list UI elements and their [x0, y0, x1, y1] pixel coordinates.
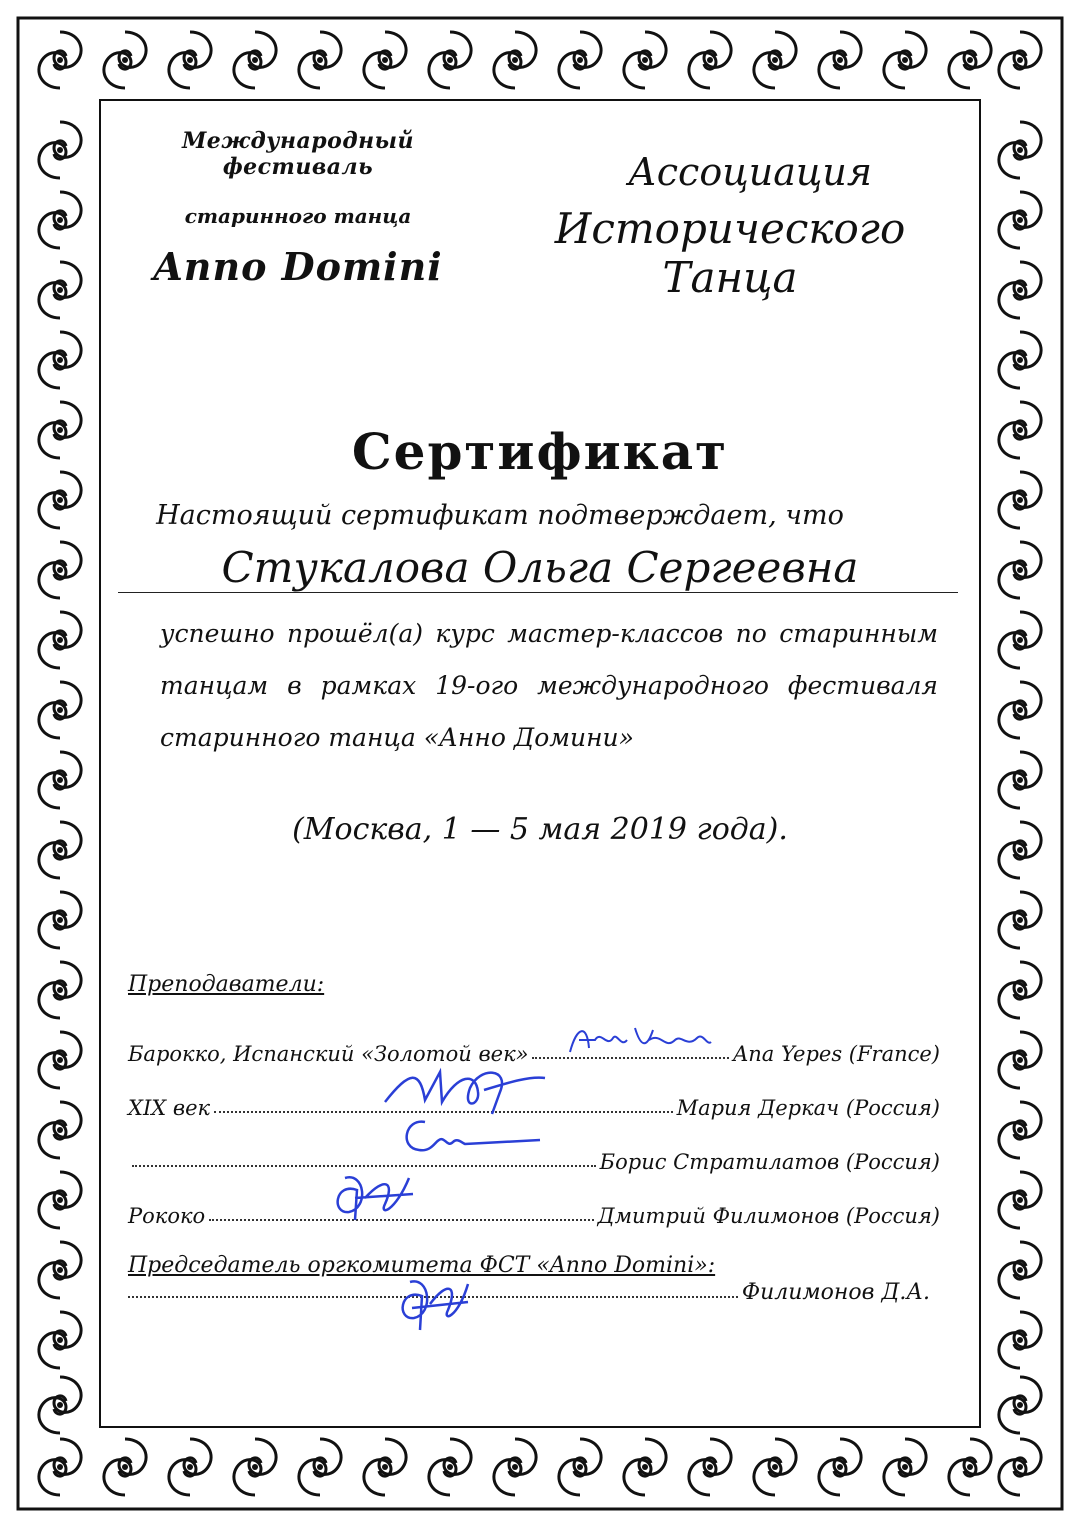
place-and-dates: (Москва, 1 — 5 мая 2019 года). — [292, 812, 788, 847]
recipient-name: Стукалова Ольга Сергеевна — [221, 543, 859, 592]
signature-boris-stratilatov — [395, 1112, 545, 1162]
teacher-style: Барокко, Испанский «Золотой век» — [128, 1042, 529, 1066]
teacher-style: Рококо — [128, 1204, 206, 1228]
chairman-name: Филимонов Д.А. — [741, 1280, 930, 1305]
chairman-row — [128, 1280, 930, 1305]
association-line-2: Исторического Танца — [554, 204, 906, 302]
certificate-body: успешно прошёл(а) курс мастер-классов по старинным танцам в рамках 19-ого международного фестиваля старинного танца «Анно Домини» — [160, 619, 938, 752]
teacher-name: Мария Деркач (Россия) — [676, 1096, 940, 1120]
festival-line-2: старинного танца — [184, 204, 412, 228]
festival-line-1: Международный фестиваль — [181, 128, 415, 180]
signature-chairman — [392, 1272, 472, 1336]
recipient-underline — [118, 592, 958, 593]
signature-dmitriy-filimonov — [325, 1168, 415, 1228]
teacher-name: Ana Yepes (France) — [733, 1042, 940, 1066]
teachers-header: Преподаватели: — [128, 972, 325, 997]
festival-line-3: Anno Domini — [153, 244, 443, 289]
festival-logo — [118, 128, 478, 289]
teacher-style: XIX век — [128, 1096, 211, 1120]
association-line-1: Ассоциация — [627, 150, 872, 194]
signature-ana-yepes — [565, 1018, 715, 1062]
certificate-title: Сертификат — [351, 422, 729, 481]
certificate-intro: Настоящий сертификат подтверждает, что — [156, 500, 844, 531]
chairman-header: Председатель оргкомитета ФСТ «Anno Domini»: — [128, 1253, 716, 1278]
teacher-row — [128, 1174, 940, 1228]
teacher-row — [128, 1012, 940, 1066]
teacher-name: Борис Стратилатов (Россия) — [599, 1150, 940, 1174]
teacher-name: Дмитрий Филимонов (Россия) — [597, 1204, 940, 1228]
dotted-leader — [132, 1165, 596, 1167]
association-logo — [500, 150, 960, 302]
